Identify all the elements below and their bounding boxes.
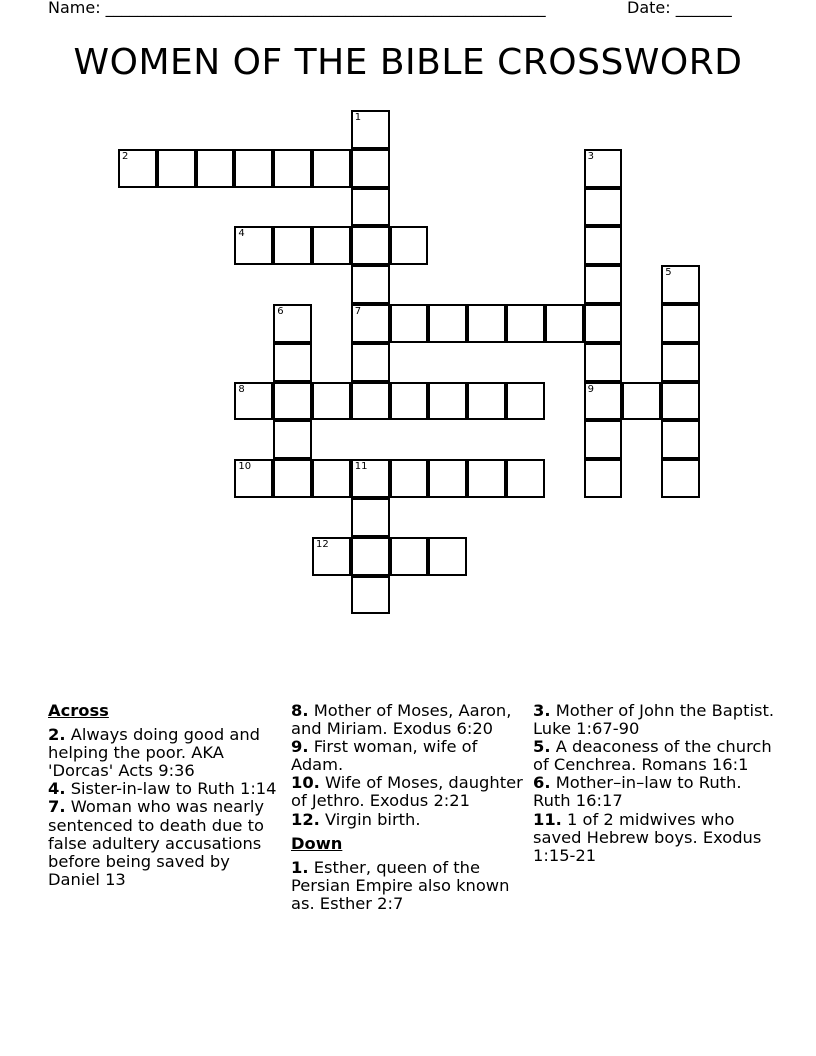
crossword-cell[interactable] — [661, 420, 700, 459]
crossword-cell[interactable] — [390, 382, 429, 421]
clues-column-1 — [48, 702, 283, 889]
crossword-cell[interactable] — [351, 537, 390, 576]
clue-item-number: 7. — [48, 797, 66, 817]
clues-column-3 — [533, 702, 778, 865]
crossword-cell[interactable] — [351, 265, 390, 304]
down-clue-list-continued — [533, 702, 778, 865]
page-title: WOMEN OF THE BIBLE CROSSWORD — [73, 42, 743, 83]
clue-number: 6 — [277, 306, 284, 317]
crossword-cell[interactable] — [273, 459, 312, 498]
clue-item-text: Wife of Moses, daughter of Jethro. Exodus 2:21 — [291, 773, 523, 811]
crossword-cell[interactable] — [351, 110, 390, 149]
clue-number: 7 — [354, 306, 362, 317]
clue-number: 8 — [238, 383, 245, 395]
clue-item — [291, 702, 526, 738]
clue-item — [48, 798, 283, 888]
crossword-cell[interactable] — [312, 149, 351, 188]
crossword-cell[interactable] — [234, 149, 273, 188]
crossword-cell[interactable] — [351, 576, 390, 615]
clue-item-number: 11. — [533, 809, 562, 829]
crossword-cell[interactable] — [312, 226, 351, 265]
crossword-cell[interactable] — [273, 382, 312, 421]
clue-item — [533, 811, 778, 865]
clue-number: 9 — [587, 383, 594, 395]
clue-item-number: 8. — [291, 701, 309, 720]
crossword-cell[interactable] — [312, 459, 351, 498]
crossword-cell[interactable] — [584, 226, 623, 265]
crossword-cell[interactable] — [351, 459, 390, 498]
crossword-cell[interactable] — [467, 459, 506, 498]
crossword-cell[interactable] — [428, 382, 467, 421]
crossword-cell[interactable] — [584, 304, 623, 343]
clue-item-text: 1 of 2 midwives who saved Hebrew boys. Exodus 1:15-21 — [533, 809, 762, 865]
crossword-cell[interactable] — [390, 537, 429, 576]
crossword-cell[interactable] — [351, 188, 390, 227]
clue-item-text: Mother–in–law to Ruth. Ruth 16:17 — [533, 773, 742, 811]
clue-item-number: 4. — [48, 779, 66, 799]
clue-item-number: 6. — [533, 773, 551, 793]
crossword-cell[interactable] — [351, 304, 390, 343]
across-clue-list — [48, 726, 283, 889]
crossword-cell[interactable] — [390, 459, 429, 498]
crossword-cell[interactable] — [273, 304, 312, 343]
crossword-cell[interactable] — [234, 226, 273, 265]
clue-item-number: 3. — [533, 701, 551, 720]
crossword-cell[interactable] — [506, 459, 545, 498]
name-field-label: Name: _______________________________________________________ — [48, 0, 546, 17]
clue-item-text: Virgin birth. — [319, 809, 421, 829]
date-field-label: Date: _______ — [627, 0, 732, 17]
crossword-cell[interactable] — [428, 537, 467, 576]
clue-item — [48, 780, 283, 798]
crossword-cell[interactable] — [584, 149, 623, 188]
crossword-cell[interactable] — [506, 382, 545, 421]
clue-number: 1 — [354, 112, 362, 123]
crossword-cell[interactable] — [661, 382, 700, 421]
crossword-cell[interactable] — [118, 149, 157, 188]
crossword-cell[interactable] — [273, 226, 312, 265]
clue-item — [291, 859, 526, 913]
across-heading: Across — [48, 701, 109, 720]
clues-column-2 — [291, 702, 526, 913]
crossword-cell[interactable] — [661, 343, 700, 382]
clue-number: 2 — [122, 150, 129, 162]
crossword-cell[interactable] — [390, 226, 429, 265]
clue-item-text: Mother of Moses, Aaron, and Miriam. Exodus 6:20 — [291, 701, 512, 739]
clue-item-number: 2. — [48, 725, 66, 745]
clue-item — [48, 726, 283, 780]
crossword-cell[interactable] — [622, 382, 661, 421]
crossword-cell[interactable] — [273, 149, 312, 188]
crossword-cell[interactable] — [506, 304, 545, 343]
crossword-cell[interactable] — [273, 420, 312, 459]
crossword-cell[interactable] — [467, 382, 506, 421]
crossword-cell[interactable] — [584, 420, 623, 459]
clue-item — [533, 702, 778, 738]
clue-item-text: Mother of John the Baptist. Luke 1:67-90 — [533, 701, 775, 739]
crossword-cell[interactable] — [273, 343, 312, 382]
clue-item-number: 10. — [291, 773, 320, 793]
crossword-cell[interactable] — [351, 343, 390, 382]
clue-number: 4 — [238, 228, 245, 240]
crossword-cell[interactable] — [351, 498, 390, 537]
crossword-cell[interactable] — [390, 304, 429, 343]
clue-item-text: Sister-in-law to Ruth 1:14 — [65, 779, 277, 799]
across-clue-list-continued — [291, 702, 526, 829]
clue-item — [291, 811, 526, 829]
crossword-cell[interactable] — [584, 459, 623, 498]
clue-number: 11 — [354, 461, 368, 473]
crossword-cell[interactable] — [584, 343, 623, 382]
clue-item-text: First woman, wife of Adam. — [291, 737, 478, 775]
clue-item — [533, 738, 778, 774]
crossword-cell[interactable] — [428, 459, 467, 498]
crossword-cell[interactable] — [545, 304, 584, 343]
clue-item-number: 9. — [291, 737, 309, 757]
crossword-cell[interactable] — [661, 459, 700, 498]
crossword-cell[interactable] — [584, 382, 623, 421]
clue-item-number: 5. — [533, 737, 551, 757]
clue-item-text: Always doing good and helping the poor. AKA 'Dorcas' Acts 9:36 — [48, 725, 260, 781]
crossword-cell[interactable] — [351, 226, 390, 265]
crossword-cell[interactable] — [584, 188, 623, 227]
down-heading: Down — [291, 833, 343, 853]
crossword-cell[interactable] — [428, 304, 467, 343]
clue-item — [533, 774, 778, 810]
down-clue-list — [291, 859, 526, 913]
clue-item — [291, 738, 526, 774]
crossword-cell[interactable] — [351, 382, 390, 421]
crossword-cell[interactable] — [312, 537, 351, 576]
clue-item-number: 1. — [291, 857, 309, 877]
clue-item-number: 12. — [291, 809, 320, 829]
clue-item-text: Esther, queen of the Persian Empire also known as. Esther 2:7 — [291, 857, 510, 913]
crossword-cell[interactable] — [196, 149, 235, 188]
clue-item-text: Woman who was nearly sentenced to death due to false adultery accusations before being saved by Daniel 13 — [48, 797, 265, 889]
clue-item — [291, 774, 526, 810]
clue-number: 5 — [665, 267, 672, 279]
crossword-cell[interactable] — [351, 149, 390, 188]
clue-item-text: A deaconess of the church of Cenchrea. Romans 16:1 — [533, 737, 772, 775]
clue-number: 12 — [316, 538, 329, 550]
crossword-cell[interactable] — [467, 304, 506, 343]
crossword-cell[interactable] — [312, 382, 351, 421]
crossword-cell[interactable] — [234, 382, 273, 421]
crossword-cell[interactable] — [584, 265, 623, 304]
crossword-cell[interactable] — [157, 149, 196, 188]
crossword-cell[interactable] — [661, 265, 700, 304]
crossword-cell[interactable] — [661, 304, 700, 343]
clue-number: 10 — [238, 461, 252, 473]
clue-number: 3 — [587, 150, 594, 162]
crossword-cell[interactable] — [234, 459, 273, 498]
